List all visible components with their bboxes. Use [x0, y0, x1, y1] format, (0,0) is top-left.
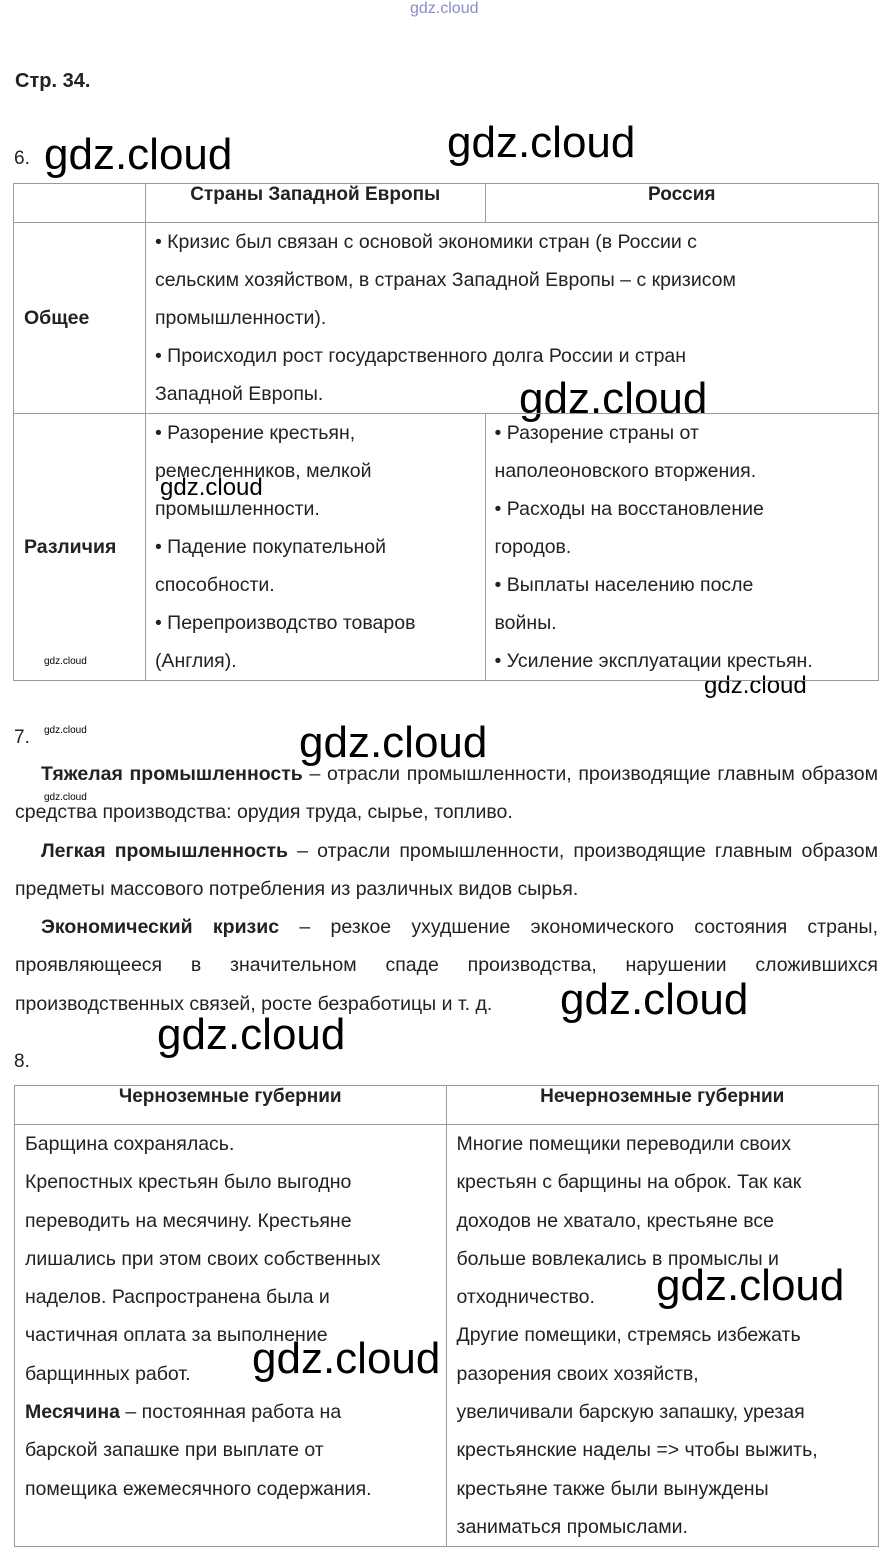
text-line: крестьян с барщины на оброк. Так как	[456, 1171, 802, 1194]
definition-text: – отрасли промышленности, производящие главным образом предметы массового потребления из различных видов сырья.	[15, 840, 878, 901]
watermark: gdz.cloud	[299, 718, 488, 767]
list-item: • Разорение крестьян,	[154, 422, 356, 444]
list-item: войны.	[494, 612, 557, 634]
page-number: Стр. 34.	[15, 70, 91, 92]
list-item: • Разорение страны от	[494, 422, 699, 444]
header-nechernozem: Нечерноземные губернии	[446, 1086, 879, 1125]
watermark: gdz.cloud	[447, 118, 636, 167]
list-item: • Падение покупательной	[154, 536, 387, 558]
task-7-number: 7.	[14, 727, 30, 748]
common-line: Западной Европы.	[154, 383, 324, 405]
text-line: разорения своих хозяйств,	[456, 1362, 699, 1385]
text-line: Другие помещики, стремясь избежать	[456, 1324, 801, 1347]
text-line	[25, 1393, 436, 1431]
list-item: промышленности.	[154, 498, 320, 520]
text-line: лишались при этом своих собственных	[25, 1247, 381, 1270]
list-item: (Англия).	[154, 650, 237, 672]
differences-russia-cell	[485, 414, 878, 681]
text-line: барской запашке при выплате от	[25, 1439, 324, 1462]
common-line: сельским хозяйством, в странах Западной Европы – с кризисом	[154, 269, 736, 291]
watermark-top: gdz.cloud	[410, 0, 479, 17]
list-item: способности.	[154, 574, 275, 596]
text-line: помещика ежемесячного содержания.	[25, 1477, 372, 1500]
differences-europe-cell	[145, 414, 485, 681]
watermark: gdz.cloud	[160, 474, 263, 501]
text-line: доходов не хватало, крестьяне все	[456, 1209, 775, 1232]
text-line: крестьяне также были вынуждены	[456, 1477, 769, 1500]
watermark: gdz.cloud	[560, 975, 749, 1024]
list-item: • Перепроизводство товаров	[154, 612, 416, 634]
header-empty	[14, 184, 146, 223]
header-europe: Страны Западной Европы	[145, 184, 485, 223]
common-cell	[145, 223, 878, 414]
text-line: увеличивали барскую запашку, урезая	[456, 1401, 805, 1424]
table-row-common	[14, 223, 879, 414]
header-russia: Россия	[485, 184, 878, 223]
definition-heavy-industry	[15, 755, 878, 832]
watermark: gdz.cloud	[252, 1334, 441, 1383]
task-8-number: 8.	[14, 1051, 30, 1072]
task-8-table	[14, 1085, 879, 1547]
header-chernozem: Черноземные губернии	[15, 1086, 447, 1125]
task-6-number: 6.	[14, 148, 30, 169]
mesyachina-definition: – постоянная работа на	[120, 1401, 342, 1424]
definition-term: Экономический кризис	[41, 916, 280, 938]
row-label-differences: Различия	[14, 414, 146, 681]
table-row-differences	[14, 414, 879, 681]
table-header-row	[15, 1086, 879, 1125]
list-item: наполеоновского вторжения.	[494, 460, 757, 482]
list-item: • Выплаты населению после	[494, 574, 754, 596]
text-line: переводить на месячину. Крестьяне	[25, 1209, 352, 1232]
mesyachina-term: Месячина	[25, 1401, 120, 1424]
watermark: gdz.cloud	[44, 792, 87, 803]
list-item: городов.	[494, 536, 572, 558]
text-line: Барщина сохранялась.	[25, 1133, 235, 1155]
list-item: ремесленников, мелкой	[154, 460, 372, 482]
watermark: gdz.cloud	[44, 725, 87, 736]
definition-term: Тяжелая промышленность	[41, 763, 303, 785]
watermark: gdz.cloud	[44, 130, 233, 179]
watermark: gdz.cloud	[656, 1261, 845, 1310]
list-item: • Расходы на восстановление	[494, 498, 764, 520]
text-line: заниматься промыслами.	[456, 1515, 688, 1538]
common-line: • Происходил рост государственного долга России и стран	[154, 345, 687, 367]
text-line: барщинных работ.	[25, 1362, 191, 1385]
row-label-common: Общее	[14, 223, 146, 414]
text-line: крестьянские наделы => чтобы выжить,	[456, 1439, 818, 1462]
text-line: наделов. Распространена была и	[25, 1286, 330, 1309]
text-line: Многие помещики переводили своих	[456, 1133, 792, 1155]
definition-economic-crisis	[15, 908, 878, 1023]
common-line: • Кризис был связан с основой экономики стран (в России с	[154, 231, 697, 253]
definition-text: – резкое ухудшение экономического состояния страны, проявляющееся в значительном спаде производства, нарушении сложившихся производственных связей, росте безработицы и т. д.	[15, 916, 878, 1015]
text-line: частичная оплата за выполнение	[25, 1324, 328, 1347]
text-line: Крепостных крестьян было выгодно	[25, 1171, 352, 1194]
task-6-table	[13, 183, 879, 681]
definition-text: – отрасли промышленности, производящие главным образом средства производства: орудия труда, сырье, топливо.	[15, 763, 878, 824]
watermark: gdz.cloud	[44, 656, 87, 667]
definition-term: Легкая промышленность	[41, 840, 289, 862]
nechernozem-cell	[446, 1125, 879, 1547]
watermark: gdz.cloud	[519, 374, 708, 423]
table-header-row	[14, 184, 879, 223]
text-line: больше вовлекались в промыслы и	[456, 1247, 779, 1270]
watermark: gdz.cloud	[157, 1010, 346, 1059]
watermark: gdz.cloud	[704, 672, 807, 699]
table-row	[15, 1125, 879, 1547]
common-line: промышленности).	[154, 307, 327, 329]
text-line: отходничество.	[456, 1286, 595, 1309]
definition-light-industry	[15, 832, 878, 909]
list-item: • Усиление эксплуатации крестьян.	[494, 650, 813, 672]
chernozem-cell	[15, 1125, 447, 1547]
